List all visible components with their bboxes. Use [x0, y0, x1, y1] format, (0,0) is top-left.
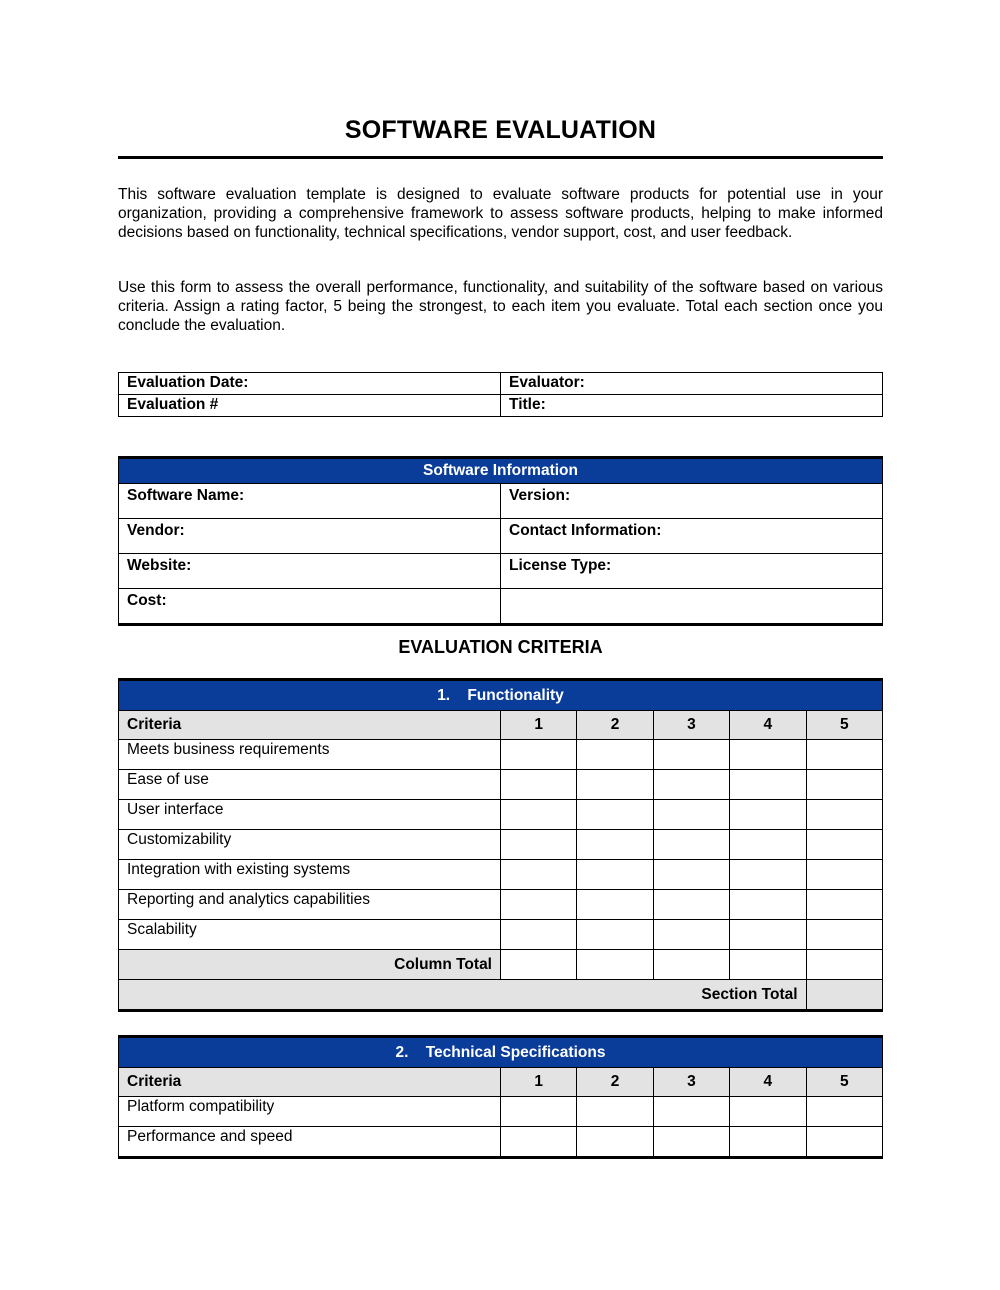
section-heading-functionality: 1. Functionality [119, 680, 883, 711]
rating-cell-4[interactable] [730, 830, 806, 860]
criteria-table-functionality [118, 678, 883, 1012]
rating-cell-2[interactable] [577, 920, 653, 950]
rating-cell-2[interactable] [577, 860, 653, 890]
criteria-row [119, 860, 883, 890]
criteria-row [119, 830, 883, 860]
rating-cell-5[interactable] [806, 1097, 882, 1127]
evaluation-number-field[interactable]: Evaluation # [119, 395, 501, 417]
rating-cell-3[interactable] [653, 1127, 729, 1158]
contact-information-field[interactable]: Contact Information: [501, 519, 883, 554]
rating-cell-5[interactable] [806, 920, 882, 950]
evaluation-date-field[interactable]: Evaluation Date: [119, 373, 501, 395]
rating-cell-5[interactable] [806, 770, 882, 800]
criteria-item-label: Ease of use [119, 770, 501, 800]
rating-cell-5[interactable] [806, 740, 882, 770]
rating-column-header-3: 3 [653, 1068, 729, 1097]
criteria-item-label: Meets business requirements [119, 740, 501, 770]
rating-cell-2[interactable] [577, 1097, 653, 1127]
section-total-label: Section Total [119, 980, 807, 1011]
evaluation-criteria-heading: EVALUATION CRITERIA [398, 637, 603, 657]
rating-cell-4[interactable] [730, 890, 806, 920]
empty-field[interactable] [501, 589, 883, 625]
rating-cell-4[interactable] [730, 800, 806, 830]
rating-cell-4[interactable] [730, 860, 806, 890]
rating-cell-4[interactable] [730, 1127, 806, 1158]
rating-cell-1[interactable] [501, 1127, 577, 1158]
license-type-field[interactable]: License Type: [501, 554, 883, 589]
cost-field[interactable]: Cost: [119, 589, 501, 625]
rating-column-header-2: 2 [577, 1068, 653, 1097]
document-title: SOFTWARE EVALUATION [344, 116, 657, 144]
website-field[interactable]: Website: [119, 554, 501, 589]
rating-cell-2[interactable] [577, 740, 653, 770]
rating-column-header-4: 4 [730, 711, 806, 740]
rating-cell-3[interactable] [653, 1097, 729, 1127]
criteria-item-label: Performance and speed [119, 1127, 501, 1158]
criteria-item-label: Scalability [119, 920, 501, 950]
rating-cell-1[interactable] [501, 920, 577, 950]
rating-column-header-4: 4 [730, 1068, 806, 1097]
criteria-row [119, 770, 883, 800]
rating-column-header-3: 3 [653, 711, 729, 740]
software-name-field[interactable]: Software Name: [119, 484, 501, 519]
criteria-column-header: Criteria [119, 711, 501, 740]
rating-cell-4[interactable] [730, 920, 806, 950]
criteria-row [119, 890, 883, 920]
rating-cell-3[interactable] [653, 920, 729, 950]
rating-cell-2[interactable] [577, 800, 653, 830]
column-total-cell-5[interactable] [806, 950, 882, 980]
rating-cell-2[interactable] [577, 830, 653, 860]
rating-column-header-2: 2 [577, 711, 653, 740]
criteria-item-label: User interface [119, 800, 501, 830]
software-information-table [118, 456, 883, 626]
rating-cell-5[interactable] [806, 890, 882, 920]
column-total-cell-1[interactable] [501, 950, 577, 980]
criteria-item-label: Reporting and analytics capabilities [119, 890, 501, 920]
criteria-row [119, 1097, 883, 1127]
rating-cell-3[interactable] [653, 890, 729, 920]
intro-paragraph-2: Use this form to assess the overall performance, functionality, and suitability of the software based on various criteria. Assign a rating factor, 5 being the strongest, to each item you evaluate. Total each section once you conclude the evaluation. [118, 279, 883, 334]
rating-cell-1[interactable] [501, 890, 577, 920]
rating-cell-1[interactable] [501, 800, 577, 830]
rating-cell-2[interactable] [577, 1127, 653, 1158]
criteria-item-label: Integration with existing systems [119, 860, 501, 890]
rating-cell-1[interactable] [501, 830, 577, 860]
software-information-heading: Software Information [119, 458, 883, 484]
criteria-item-label: Platform compatibility [119, 1097, 501, 1127]
vendor-field[interactable]: Vendor: [119, 519, 501, 554]
rating-cell-1[interactable] [501, 770, 577, 800]
rating-cell-2[interactable] [577, 890, 653, 920]
rating-cell-3[interactable] [653, 770, 729, 800]
column-total-cell-4[interactable] [730, 950, 806, 980]
intro-paragraph-1: This software evaluation template is designed to evaluate software products for potential use in your organization, providing a comprehensive framework to assess software products, helping to make informed decisions based on functionality, technical specifications, vendor support, cost, and user feedback. [118, 186, 883, 241]
column-total-label: Column Total [119, 950, 501, 980]
evaluator-title-field[interactable]: Title: [501, 395, 883, 417]
criteria-row [119, 1127, 883, 1158]
rating-cell-3[interactable] [653, 740, 729, 770]
criteria-table-technical-specifications [118, 1035, 883, 1159]
evaluator-field[interactable]: Evaluator: [501, 373, 883, 395]
rating-cell-3[interactable] [653, 800, 729, 830]
rating-cell-4[interactable] [730, 1097, 806, 1127]
rating-cell-3[interactable] [653, 860, 729, 890]
criteria-column-header: Criteria [119, 1068, 501, 1097]
rating-column-header-5: 5 [806, 711, 882, 740]
rating-column-header-5: 5 [806, 1068, 882, 1097]
column-total-cell-2[interactable] [577, 950, 653, 980]
criteria-row [119, 920, 883, 950]
rating-cell-4[interactable] [730, 770, 806, 800]
rating-cell-5[interactable] [806, 830, 882, 860]
rating-cell-2[interactable] [577, 770, 653, 800]
rating-column-header-1: 1 [501, 711, 577, 740]
criteria-item-label: Customizability [119, 830, 501, 860]
version-field[interactable]: Version: [501, 484, 883, 519]
section-total-cell[interactable] [806, 980, 882, 1011]
rating-column-header-1: 1 [501, 1068, 577, 1097]
column-total-cell-3[interactable] [653, 950, 729, 980]
evaluation-info-table [118, 372, 883, 417]
rating-cell-4[interactable] [730, 740, 806, 770]
rating-cell-1[interactable] [501, 1097, 577, 1127]
criteria-row [119, 800, 883, 830]
section-heading-technical-specifications: 2. Technical Specifications [119, 1037, 883, 1068]
rating-cell-5[interactable] [806, 1127, 882, 1158]
rating-cell-5[interactable] [806, 800, 882, 830]
rating-cell-1[interactable] [501, 740, 577, 770]
rating-cell-1[interactable] [501, 860, 577, 890]
rating-cell-5[interactable] [806, 860, 882, 890]
criteria-row [119, 740, 883, 770]
title-rule [118, 156, 883, 159]
rating-cell-3[interactable] [653, 830, 729, 860]
